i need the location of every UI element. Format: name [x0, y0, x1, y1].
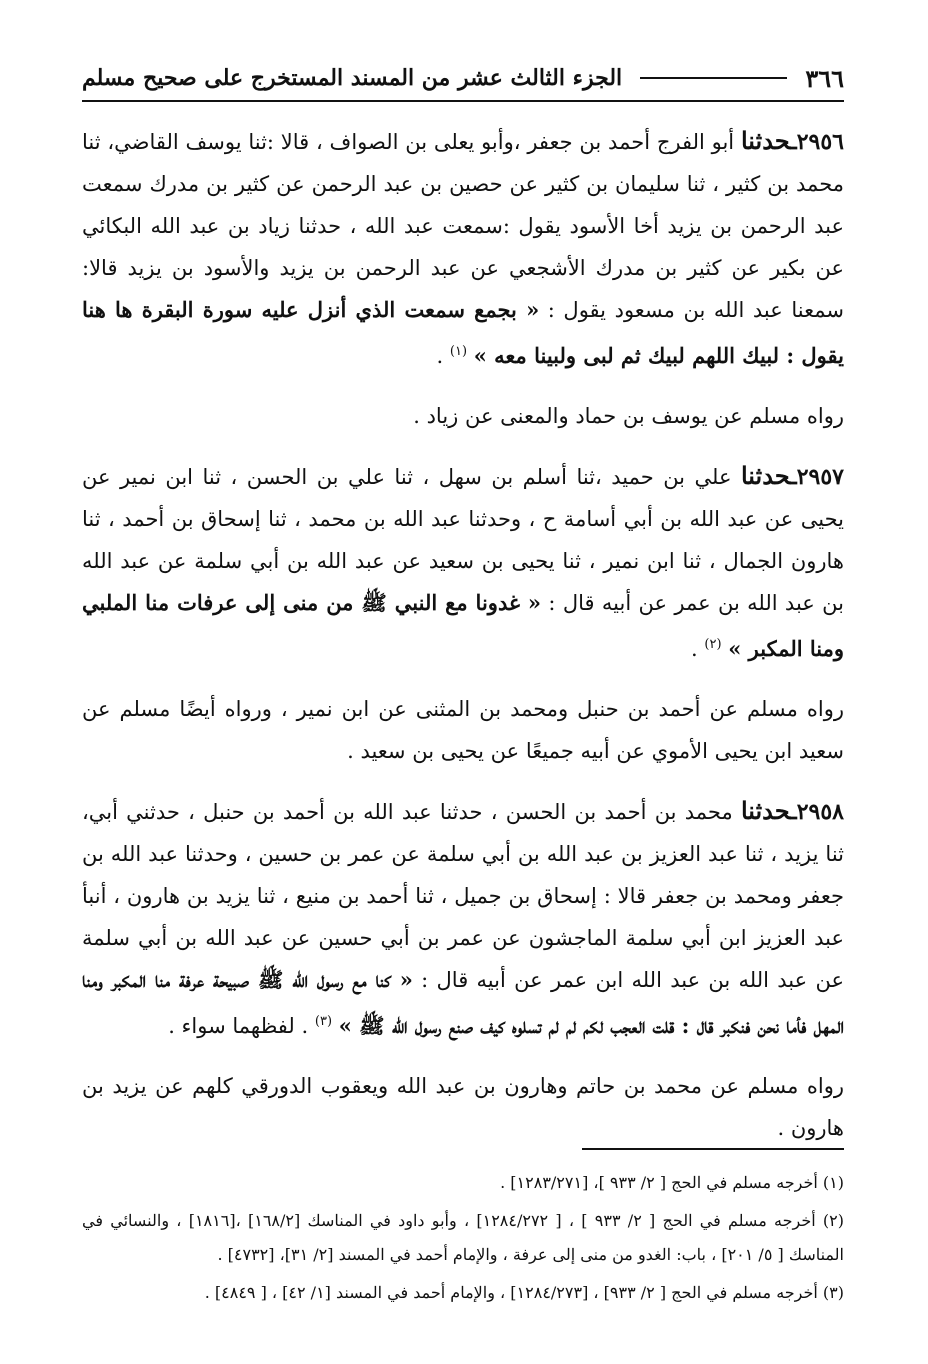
matn-text: « كنا مع رسول الله ﷺ صبيحة عرفة منا المكبر ومنا المهل فأما نحن فنكبر قال : قلت العجب لكم لم لم تسلوه كيف صنع رسول الله ﷺ » — [82, 967, 844, 1038]
riwaya-2958: رواه مسلم عن محمد بن حاتم وهارون بن عبد الله ويعقوب الدورقي كلهم عن يزيد بن هارون . — [82, 1074, 844, 1140]
hadith-2956: ٢٩٥٦ـحدثنا أبو الفرج أحمد بن جعفر ،وأبو يعلى بن الصواف ، قالا :ثنا يوسف القاضي، ثنا محمد بن كثير ، ثنا سليمان بن كثير عن حصين بن عبد الرحمن عن كثير بن مدرك سمعت عبد الرحمن بن يزيد أخا الأسود يقول :سمعت عبد الله ، حدثنا زياد بن عبد الله البكائي عن بكير عن كثير بن مدرك الأشجعي عن عبد الرحمن بن يزيد والأسود بن يزيد قالا: سمعنا عبد الله بن مسعود يقول : « بجمع سمعت الذي أنزل عليه سورة البقرة ها هنا يقول : لبيك اللهم لبيك ثم لبى ولبينا معه » $^{(١)}$ . — [82, 126, 844, 368]
footnote-ref: (١) — [449, 344, 468, 359]
hadith-number: ٢٩٥٨ — [796, 799, 844, 825]
haddathana-label: حدثنا — [740, 126, 791, 155]
hadith-2958: ٢٩٥٨ـحدثنا محمد بن أحمد بن الحسن ، حدثنا عبد الله بن أحمد بن حنبل ، حدثني أبي، ثنا يزيد ، ثنا عبد العزيز بن عبد الله بن أبي سلمة عن عمر بن حسين ، وحدثنا عبد الله بن جعفر ومحمد بن جعفر قالا : إسحاق بن جميل ، ثنا أحمد بن منيع ، ثنا يزيد بن هارون ، أنبأ عبد العزيز ابن أبي سلمة الماجشون عن عمر بن أبي حسين عن عبد الله بن أبي سلمة عن عبد الله بن عبد الله ابن عمر عن أبيه قال : « كنا مع رسول الله ﷺ صبيحة عرفة منا المكبر ومنا المهل فأما نحن فنكبر قال : قلت العجب لكم لم لم تسلوه كيف صنع رسول الله ﷺ » $^{(٣)}$ . لفظهما سواء . — [82, 796, 844, 1038]
footnote-2: (٢) أخرجه مسلم في الحج [ ٢/ ٩٣٣ ] ، [ ١٢٨٤/٢٧٢] ، وأبو داود في المناسك [١٦٨/٢] ،[١٨١٦] ، والنسائي في المناسك [ ٥/ ٢٠١] ، باب: الغدو من منى إلى عرفة ، والإمام أحمد في المسند [٢/ ٣١]، [٤٧٣٢] . — [82, 1211, 844, 1264]
hadith-closing: . — [436, 344, 444, 368]
page-number: ٣٦٦ — [805, 63, 844, 93]
footnote-separator — [582, 1148, 844, 1150]
header-rule — [640, 77, 787, 79]
hadith-2957: ٢٩٥٧ـحدثنا علي بن حميد ،ثنا أسلم بن سهل ، ثنا علي بن الحسن ، ثنا ابن نمير عن يحيى عن عبد الله بن أبي أسامة ح ، وحدثنا عبد الله بن محمد ، ثنا إسحاق بن أحمد ، ثنا هارون الجمال ، ثنا ابن نمير ، ثنا يحيى بن سعيد عن عبد الله بن أبي سلمة عن عبد الله بن عبد الله بن عمر عن أبيه قال : « غدونا مع النبي ﷺ من منى إلى عرفات منا الملبي ومنا المكبر » $^{(٢)}$ . — [82, 461, 844, 661]
footnote-3: (٣) أخرجه مسلم في الحج [ ٢/ ٩٣٣] ، [١٢٨٤/٢٧٣] ، والإمام أحمد في المسند [١/ ٤٢] ، [ ٤٨٤٩] . — [204, 1283, 844, 1302]
matn-text: « غدونا مع النبي ﷺ من منى إلى عرفات منا الملبي ومنا المكبر » — [82, 590, 844, 661]
hadith-number: ٢٩٥٧ — [796, 464, 844, 490]
isnad-text: علي بن حميد ،ثنا أسلم بن سهل ، ثنا علي بن الحسن ، ثنا ابن نمير عن يحيى عن عبد الله بن أبي أسامة ح ، وحدثنا عبد الله بن محمد ، ثنا إسحاق بن أحمد ، ثنا هارون الجمال ، ثنا ابن نمير ، ثنا يحيى بن سعيد عن عبد الله بن أبي سلمة عن عبد الله بن عبد الله بن عمر عن أبيه قال : — [82, 465, 844, 615]
running-title: الجزء الثالث عشر من المسند المستخرج على صحيح مسلم — [82, 65, 623, 91]
footnote-1: (١) أخرجه مسلم في الحج [ ٢/ ٩٣٣ ]، [١٢٨٣/٢٧١] . — [500, 1173, 844, 1192]
riwaya-2956: رواه مسلم عن يوسف بن حماد والمعنى عن زياد . — [413, 404, 844, 428]
footnote-ref: (٣) — [314, 1014, 333, 1029]
matn-text: « بجمع سمعت الذي أنزل عليه سورة البقرة ها هنا يقول : لبيك اللهم لبيك ثم لبى ولبينا معه » — [82, 297, 844, 368]
isnad-text: أبو الفرج أحمد بن جعفر ،وأبو يعلى بن الصواف ، قالا :ثنا يوسف القاضي، ثنا محمد بن كثير ، ثنا سليمان بن كثير عن حصين بن عبد الرحمن عن كثير بن مدرك سمعت عبد الرحمن بن يزيد أخا الأسود يقول :سمعت عبد الله ، حدثنا زياد بن عبد الله البكائي عن بكير عن كثير بن مدرك الأشجعي عن عبد الرحمن بن يزيد والأسود بن يزيد قالا: سمعنا عبد الله بن مسعود يقول : — [82, 130, 844, 322]
hadith-number: ٢٩٥٦ — [796, 129, 844, 155]
isnad-text: محمد بن أحمد بن الحسن ، حدثنا عبد الله بن أحمد بن حنبل ، حدثني أبي، ثنا يزيد ، ثنا عبد العزيز بن عبد الله بن أبي سلمة عن عمر بن حسين ، وحدثنا عبد الله بن جعفر ومحمد بن جعفر قالا : إسحاق بن جميل ، ثنا أحمد بن منيع ، ثنا يزيد بن هارون ، أنبأ عبد العزيز ابن أبي سلمة الماجشون عن عمر بن أبي حسين عن عبد الله بن أبي سلمة عن عبد الله بن عبد الله ابن عمر عن أبيه قال : — [82, 800, 844, 992]
hadith-closing: . لفظهما سواء . — [168, 1014, 309, 1038]
riwaya-2957: رواه مسلم عن أحمد بن حنبل ومحمد بن المثنى عن ابن نمير ، ورواه أيضًا مسلم عن سعيد ابن يحيى الأموي عن أبيه جميعًا عن يحيى بن سعيد . — [82, 697, 844, 763]
page-header — [82, 56, 844, 102]
haddathana-label: حدثنا — [740, 796, 791, 825]
main-text — [82, 120, 844, 1167]
haddathana-label: حدثنا — [740, 461, 791, 490]
hadith-closing: . — [691, 637, 698, 661]
footnotes — [82, 1166, 844, 1314]
footnote-ref: (٢) — [704, 637, 722, 652]
